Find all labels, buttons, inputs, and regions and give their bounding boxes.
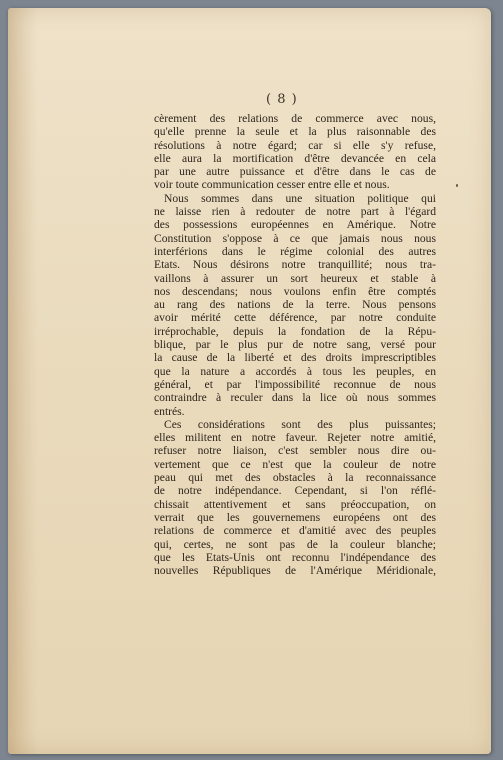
text-line: ne laisse rien à redouter de notre part à l'égard <box>154 205 436 219</box>
text-line: interférions dans le régime colonial des autres <box>154 244 436 258</box>
text-line: nouvelles Républiques de l'Amérique Méridionale, <box>154 564 436 578</box>
text-line: par une autre puissance et d'être dans le cas de <box>154 165 436 179</box>
text-line: vaillons à assurer un sort heureux et stable à <box>154 271 436 285</box>
text-line: refuser notre liaison, c'est sembler nous dire ou- <box>154 444 436 458</box>
text-line: avoir mérité cette déférence, par notre conduite <box>154 311 436 325</box>
ink-speck <box>456 184 458 187</box>
text-line: Etats. Nous désirons notre tranquillité; nous tra- <box>154 258 436 272</box>
text-line: Constitution s'oppose à ce que jamais nous nous <box>154 231 436 245</box>
text-line: blique, par le plus pur de notre sang, versé pour <box>154 338 436 352</box>
text-line: peau qui met des obstacles à la reconnaissance <box>154 471 436 485</box>
text-line: relations de commerce et d'amitié avec des peuples <box>154 524 436 538</box>
text-line: elle aura la mortification d'être devancée en cela <box>154 151 436 165</box>
text-line: au rang des nations de la terre. Nous pensons <box>154 298 436 312</box>
text-line: elles militent en notre faveur. Rejeter notre amitié, <box>154 431 436 445</box>
text-line: résolutions à notre égard; car si elle s'y refuse, <box>154 138 436 152</box>
text-line: qu'elle prenne la seule et la plus raisonnable des <box>154 125 436 139</box>
text-line: qui, certes, ne sont pas de la couleur blanche; <box>154 537 436 551</box>
text-line: général, et par l'impossibilité reconnue de nous <box>154 377 436 391</box>
text-line: la cause de la liberté et des droits imprescriptibles <box>154 351 436 365</box>
text-line: irréprochable, depuis la fondation de la Répu- <box>154 324 436 338</box>
text-line: que les Etats-Unis ont reconnu l'indépendance des <box>154 550 436 564</box>
body-text <box>154 112 436 577</box>
text-line: cèrement des relations de commerce avec nous, <box>154 112 436 125</box>
text-line: que la nature a accordés à tous les peuples, en <box>154 364 436 378</box>
text-line: chissait attentivement et sans préoccupation, on <box>154 497 436 511</box>
text-line: verrait que les gouvernemens européens ont des <box>154 510 436 524</box>
page-number: ( 8 ) <box>266 92 298 107</box>
document-page <box>8 8 491 754</box>
text-line: voir toute communication cesser entre elle et nous. <box>154 178 390 192</box>
text-line: nos descendans; nous voulons enfin être comptés <box>154 284 436 298</box>
text-line: entrés. <box>154 404 185 418</box>
text-line: Ces considérations sont des plus puissantes; <box>164 417 436 431</box>
text-line: contraindre à reculer dans la lice où nous sommes <box>154 391 436 405</box>
text-line: des possessions européennes en Amérique. Notre <box>154 218 436 232</box>
text-line: de notre indépendance. Cependant, si l'on réflé- <box>154 484 436 498</box>
text-line: vertement que ce n'est que la couleur de notre <box>154 457 436 471</box>
text-line: Nous sommes dans une situation politique qui <box>164 191 436 205</box>
